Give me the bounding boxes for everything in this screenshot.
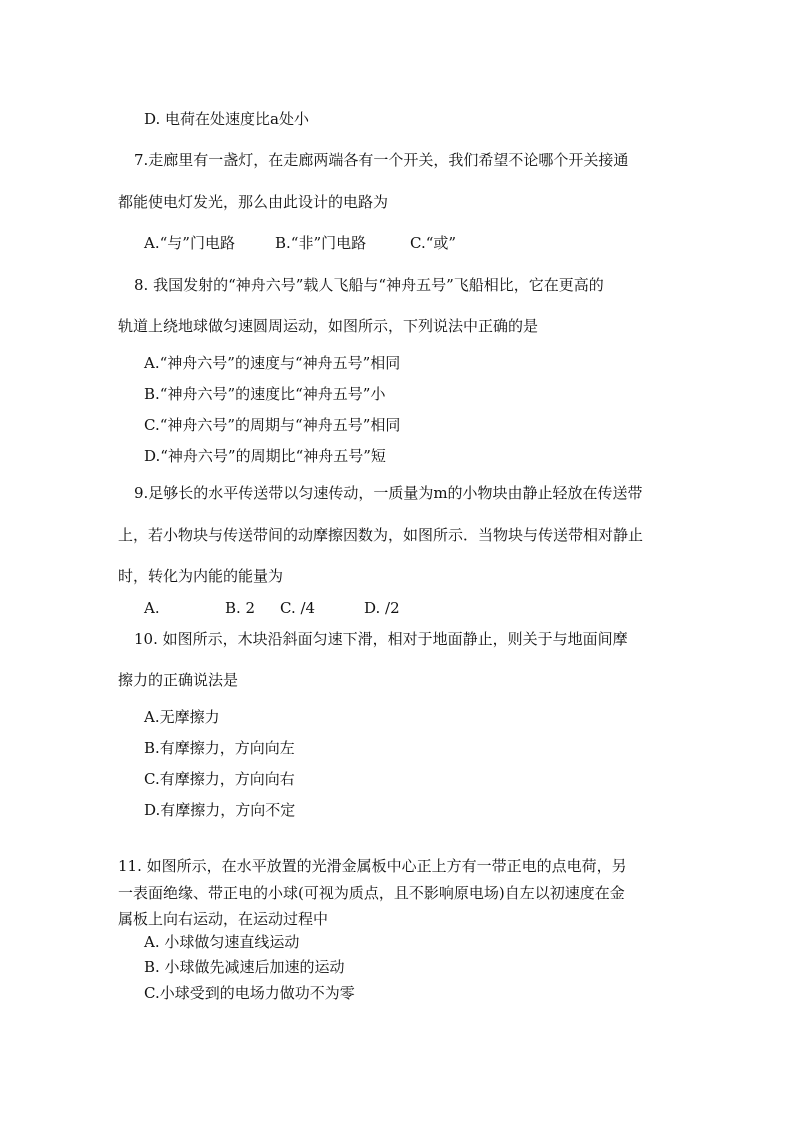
q11-stem-line-1: 11. 如图所示，在水平放置的光滑金属板中心正上方有一带正电的点电荷，另 bbox=[118, 857, 627, 875]
q9-option-d: D. /2 bbox=[364, 599, 400, 617]
q6-option-d: D. 电荷在处速度比a处小 bbox=[144, 110, 309, 128]
q9-option-c: C. /4 bbox=[280, 599, 316, 617]
q9-option-a: A. bbox=[144, 599, 160, 617]
q7-stem-line-1: 7.走廊里有一盏灯，在走廊两端各有一个开关，我们希望不论哪个开关接通 bbox=[134, 151, 629, 169]
q8-option-c: C.“神舟六号”的周期与“神舟五号”相同 bbox=[144, 416, 401, 434]
q11-stem-line-3: 属板上向右运动，在运动过程中 bbox=[118, 910, 329, 928]
q7-option-a: A.“与”门电路 bbox=[144, 234, 235, 252]
q9-stem-line-1: 9.足够长的水平传送带以匀速传动，一质量为m的小物块由静止轻放在传送带 bbox=[134, 484, 643, 502]
q11-stem-line-2: 一表面绝缘、带正电的小球(可视为质点，且不影响原电场)自左以初速度在金 bbox=[118, 884, 625, 902]
q7-option-b: B.“非”门电路 bbox=[275, 234, 367, 252]
q8-option-b: B.“神舟六号”的速度比“神舟五号”小 bbox=[144, 385, 386, 403]
q8-stem-line-2: 轨道上绕地球做匀速圆周运动，如图所示，下列说法中正确的是 bbox=[118, 317, 539, 335]
q7-option-c: C.“或” bbox=[410, 234, 457, 252]
q9-option-b: B. 2 bbox=[225, 599, 256, 617]
q10-option-c: C.有摩擦力，方向向右 bbox=[144, 770, 295, 788]
q9-stem-line-2: 上，若小物块与传送带间的动摩擦因数为，如图所示．当物块与传送带相对静止 bbox=[118, 526, 644, 544]
q8-option-a: A.“神舟六号”的速度与“神舟五号”相同 bbox=[144, 354, 401, 372]
q8-option-d: D.“神舟六号”的周期比“神舟五号”短 bbox=[144, 447, 386, 465]
q10-stem-line-1: 10. 如图所示，木块沿斜面匀速下滑，相对于地面静止，则关于与地面间摩 bbox=[134, 630, 628, 648]
q10-stem-line-2: 擦力的正确说法是 bbox=[118, 671, 239, 689]
q10-option-d: D.有摩擦力，方向不定 bbox=[144, 801, 296, 819]
q7-stem-line-2: 都能使电灯发光，那么由此设计的电路为 bbox=[118, 193, 389, 211]
q10-option-a: A.无摩擦力 bbox=[144, 708, 220, 726]
q8-stem-line-1: 8. 我国发射的“神舟六号”载人飞船与“神舟五号”飞船相比，它在更高的 bbox=[134, 276, 604, 294]
q11-option-c: C.小球受到的电场力做功不为零 bbox=[144, 984, 355, 1002]
q11-option-a: A. 小球做匀速直线运动 bbox=[144, 933, 300, 951]
q9-stem-line-3: 时，转化为内能的能量为 bbox=[118, 567, 284, 585]
q11-option-b: B. 小球做先减速后加速的运动 bbox=[144, 958, 345, 976]
q10-option-b: B.有摩擦力，方向向左 bbox=[144, 739, 295, 757]
